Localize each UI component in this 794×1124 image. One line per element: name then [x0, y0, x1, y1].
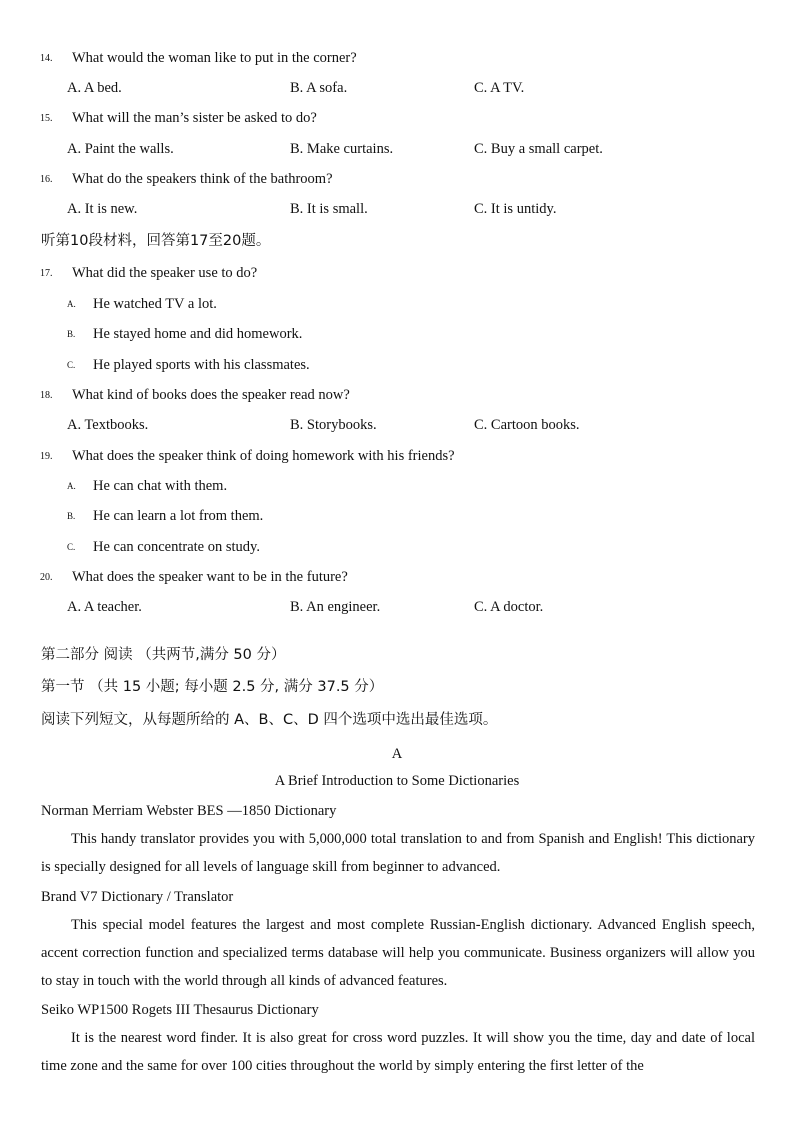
option-text: He watched TV a lot. [93, 296, 217, 312]
option-c: C. A doctor. [474, 599, 544, 615]
passage-label: A [391, 746, 403, 762]
option-b [0, 505, 794, 527]
option-c [0, 354, 794, 376]
option-letter: B. [67, 511, 76, 521]
question-17 [0, 262, 794, 284]
part-title: 第二部分 阅读 （共两节,满分 50 分） [41, 647, 286, 663]
question-16-options [0, 198, 794, 220]
question-number: 15. [40, 113, 53, 124]
question-text: What does the speaker want to be in the future? [72, 569, 348, 585]
option-text: He stayed home and did homework. [93, 326, 303, 342]
option-c: C. Buy a small carpet. [474, 141, 603, 157]
question-19 [0, 445, 794, 467]
option-text: He can concentrate on study. [93, 539, 260, 555]
dictionary-description: This handy translator provides you with 5,000,000 total translation to and from Spanish and English! This dictionary is specially designed for all levels of language skill from beginner to advanced. [41, 831, 755, 875]
option-text: He can learn a lot from them. [93, 508, 264, 524]
option-letter: A. [67, 299, 76, 309]
option-letter: C. [67, 360, 76, 370]
question-number: 18. [40, 390, 53, 401]
question-number: 16. [40, 174, 53, 185]
option-b: B. Storybooks. [290, 417, 377, 433]
option-b: B. A sofa. [290, 80, 348, 96]
question-text: What kind of books does the speaker read now? [72, 387, 350, 403]
option-b: B. Make curtains. [290, 141, 394, 157]
option-b: B. An engineer. [290, 599, 381, 615]
option-letter: B. [67, 329, 76, 339]
option-text: He can chat with them. [93, 478, 228, 494]
section-title: 第一节 （共 15 小题; 每小题 2.5 分, 满分 37.5 分） [41, 679, 384, 695]
dictionary-description: This special model features the largest and most complete Russian-English dictionary. Advanced English speech, accent correction function and specialized terms database will help you communicate. Business organizers will allow you to stay in touch with the world through all kinds of advanced features. [41, 917, 755, 989]
dictionary-heading: Norman Merriam Webster BES —1850 Dictionary [41, 803, 337, 819]
question-15-options [0, 138, 794, 160]
question-text: What will the man’s sister be asked to do? [72, 110, 317, 126]
option-c: C. It is untidy. [474, 201, 557, 217]
reading-instruction: 阅读下列短文，从每题所给的 A、B、C、D 四个选项中选出最佳选项。 [41, 712, 498, 728]
question-number: 17. [40, 268, 53, 279]
option-c: C. Cartoon books. [474, 417, 580, 433]
option-c: C. A TV. [474, 80, 525, 96]
question-text: What did the speaker use to do? [72, 265, 258, 281]
option-c [0, 536, 794, 558]
dictionary-heading: Seiko WP1500 Rogets III Thesaurus Dictionary [41, 1002, 319, 1018]
question-number: 14. [40, 53, 53, 64]
question-20-options [0, 596, 794, 618]
dictionary-heading: Brand V7 Dictionary / Translator [41, 889, 234, 905]
option-a: A. Textbooks. [67, 417, 149, 433]
question-14-options [0, 77, 794, 99]
option-a: A. Paint the walls. [67, 141, 174, 157]
question-text: What does the speaker think of doing homework with his friends? [72, 448, 455, 464]
question-text: What would the woman like to put in the corner? [72, 50, 357, 66]
option-a: A. A teacher. [67, 599, 142, 615]
question-number: 20. [40, 572, 53, 583]
option-b: B. It is small. [290, 201, 368, 217]
option-a: A. A bed. [67, 80, 122, 96]
question-text: What do the speakers think of the bathroom? [72, 171, 333, 187]
option-text: He played sports with his classmates. [93, 357, 310, 373]
option-letter: A. [67, 481, 76, 491]
question-18-options [0, 414, 794, 436]
option-letter: C. [67, 542, 76, 552]
question-16 [0, 168, 794, 190]
option-a [0, 475, 794, 497]
question-15 [0, 107, 794, 129]
question-18 [0, 384, 794, 406]
dictionary-description: It is the nearest word finder. It is also great for cross word puzzles. It will show you the time, day and date of local time zone and the same for over 100 cities throughout the world by simply entering the first letter of the [41, 1030, 755, 1074]
option-b [0, 323, 794, 345]
question-20 [0, 566, 794, 588]
option-a: A. It is new. [67, 201, 138, 217]
section-10-instruction: 听第10段材料，回答第17至20题。 [41, 233, 271, 249]
question-number: 19. [40, 451, 53, 462]
option-a [0, 293, 794, 315]
question-14 [0, 47, 794, 69]
passage-title: A Brief Introduction to Some Dictionaries [274, 773, 520, 789]
